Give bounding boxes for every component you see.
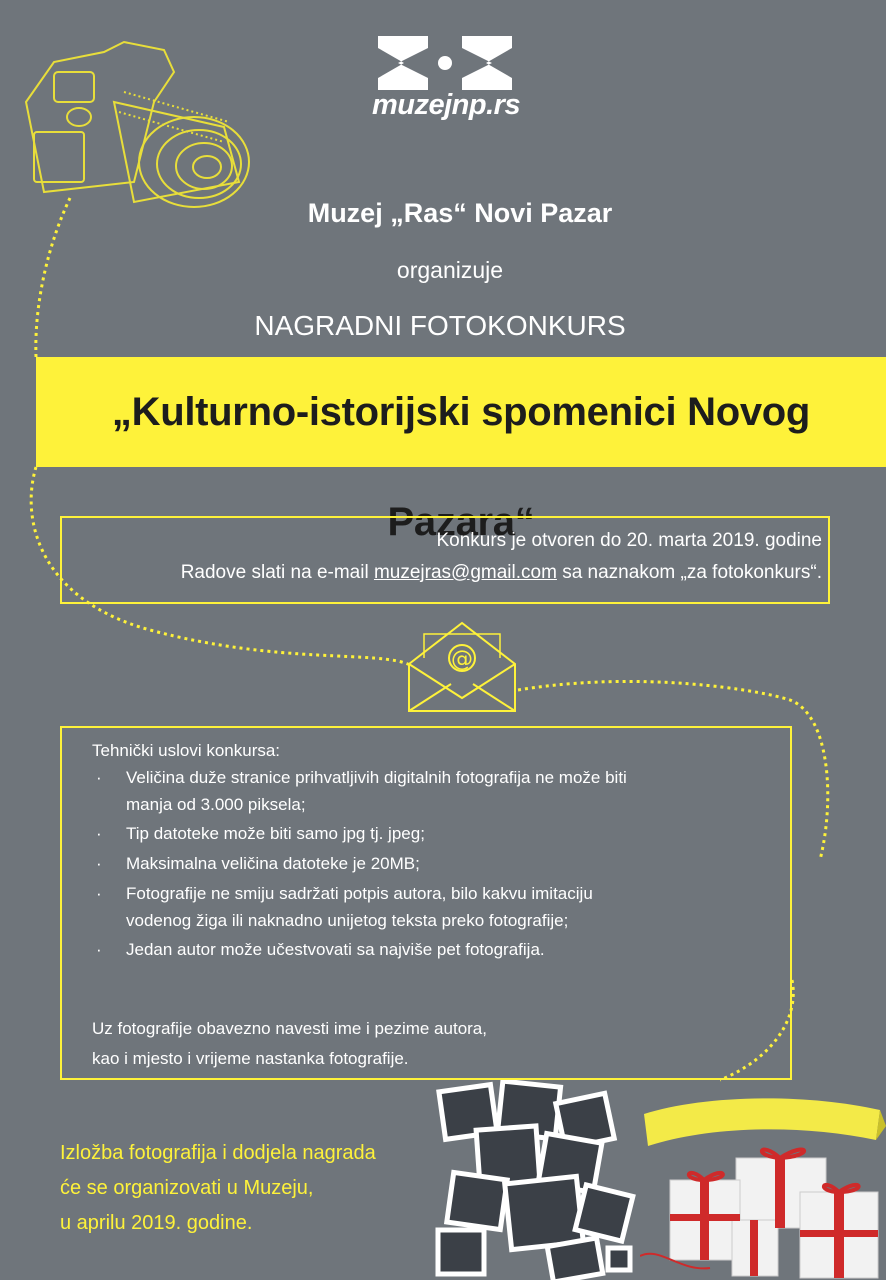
exhibition-notice [60, 1136, 420, 1241]
exhibition-line: će se organizovati u Muzeju, [60, 1177, 314, 1199]
exhibition-line: u aprilu 2019. godine. [60, 1212, 253, 1234]
terms-box [60, 726, 792, 1080]
terms-item-continuation: manja od 3.000 piksela; [126, 795, 306, 814]
terms-note: kao i mjesto i vrijeme nastanka fotografije. [92, 1049, 409, 1068]
gift-boxes-icon [640, 1096, 886, 1280]
contest-type: NAGRADNI FOTOKONKURS [254, 310, 626, 341]
terms-note: Uz fotografije obavezno navesti ime i pezime autora, [92, 1019, 487, 1038]
terms-item: · Maksimalna veličina datoteke je 20MB; [126, 850, 726, 877]
bullet: · [96, 940, 102, 959]
bullet: · [96, 884, 102, 903]
logo-site-text[interactable]: muzejnp.rs [372, 89, 521, 121]
exhibition-line: Izložba fotografija i dodjela nagrada [60, 1142, 376, 1164]
info-box [60, 516, 830, 604]
terms-item-continuation: vodenog žiga ili naknadno unijetog teksta preko fotografije; [126, 911, 569, 930]
envelope-at-icon [406, 620, 518, 714]
send-instructions [181, 562, 822, 584]
logo-mark-icon [378, 36, 512, 90]
camera-icon [14, 32, 259, 208]
organizer-verb: organizuje [396, 257, 504, 283]
bullet: · [96, 824, 102, 843]
terms-item: · Fotografije ne smiju sadržati potpis autora, bilo kakvu imitaciju [126, 880, 726, 907]
terms-item: · Veličina duže stranice prihvatljivih digitalnih fotografija ne može biti [126, 764, 726, 791]
organizer-name: Muzej „Ras“ Novi Pazar [307, 198, 613, 228]
contest-title: „Kulturno-istorijski spomenici Novog Pazara“ [111, 390, 811, 544]
send-prefix: Radove slati na e-mail [180, 562, 369, 583]
terms-item: · Tip datoteke može biti samo jpg tj. jpeg; [126, 820, 726, 847]
terms-heading: Tehnički uslovi konkursa: [92, 741, 281, 760]
deadline-text: Konkurs je otvoren do 20. marta 2019. godine [436, 530, 822, 551]
bullet: · [96, 768, 102, 787]
email-link[interactable]: muzejras@gmail.com [373, 562, 557, 583]
photo-stack-icon [430, 1080, 660, 1280]
bullet: · [96, 854, 102, 873]
send-suffix: sa naznakom „za fotokonkurs“. [562, 562, 822, 583]
svg-text:@: @ [451, 647, 473, 672]
terms-item: · Jedan autor može učestvovati sa najviše pet fotografija. [126, 936, 726, 963]
